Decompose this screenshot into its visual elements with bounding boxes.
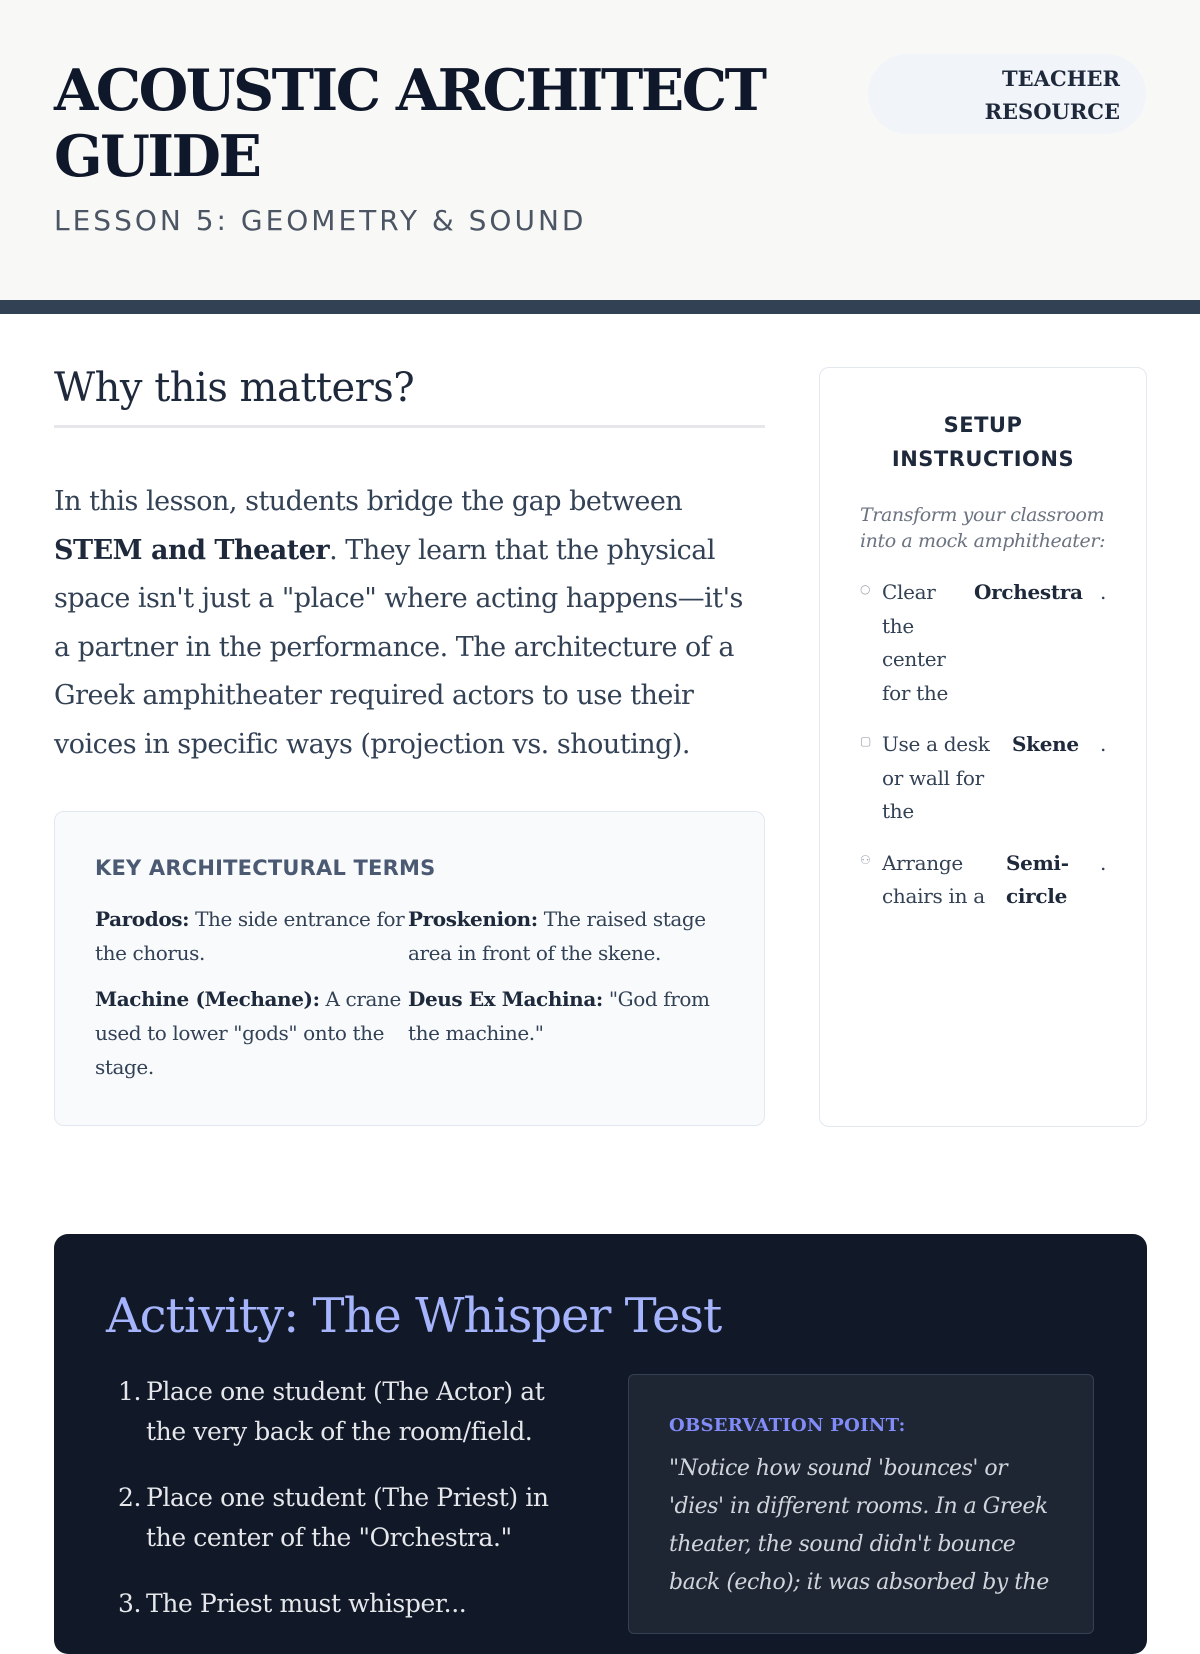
term-item (95, 902, 408, 970)
setup-step (860, 847, 1106, 914)
term-item (408, 902, 721, 970)
step-number: 3. (118, 1589, 142, 1618)
intro-text-end: . They learn that the physical space isn't just a "place" where acting happens—it's a partner in the performance. The architecture of a Greek amphitheater required actors to use their voices in specific ways (projection vs. shouting). (54, 534, 743, 760)
setup-step (860, 576, 1106, 710)
setup-step-key: Skene (1012, 732, 1079, 756)
step-number: 2. (118, 1483, 142, 1512)
setup-step-key: Orchestra (974, 580, 1083, 604)
activity-title: Activity: The Whisper Test (106, 1288, 722, 1344)
intro-paragraph (54, 478, 765, 769)
term-item (408, 982, 721, 1084)
key-terms-title: KEY ARCHITECTURAL TERMS (95, 856, 436, 880)
setup-step-end: . (1099, 580, 1106, 604)
why-heading: Why this matters? (54, 365, 765, 428)
step-text: Place one student (The Actor) at the very back of the room/field. (146, 1377, 545, 1446)
setup-step-text: Clear the center for the (882, 580, 949, 705)
term-name: Machine (Mechane): (95, 987, 320, 1011)
circle-icon: ○ (860, 582, 871, 596)
setup-step-key: Semi-circle (1006, 850, 1069, 908)
step-text: The Priest must whisper... (146, 1589, 467, 1618)
teacher-resource-badge: TEACHER RESOURCE (868, 54, 1146, 134)
page-title: ACOUSTIC ARCHITECT GUIDE (54, 57, 765, 190)
setup-step-end: . (1099, 732, 1106, 756)
activity-step (118, 1372, 588, 1452)
intro-emphasis: STEM and Theater (54, 534, 330, 566)
term-item (95, 982, 408, 1084)
term-definition: A crane used to lower "gods" onto the stage. (95, 987, 401, 1079)
observation-box (628, 1374, 1094, 1634)
observation-text: "Notice how sound 'bounces' or 'dies' in different rooms. In a Greek theater, the sound didn't bounce back (echo); it was absorbed by the (669, 1456, 1049, 1595)
key-terms-grid (95, 902, 724, 1084)
setup-card (819, 367, 1147, 1127)
lesson-subtitle: LESSON 5: GEOMETRY & SOUND (54, 204, 587, 237)
term-definition: "God from the machine." (408, 987, 710, 1045)
square-icon: ▢ (860, 734, 872, 748)
setup-step-text: Use a desk or wall for the (882, 732, 990, 823)
activity-step (118, 1584, 588, 1624)
observation-title: OBSERVATION POINT: (669, 1415, 906, 1436)
setup-step (860, 728, 1106, 829)
activity-step (118, 1478, 588, 1558)
term-definition: The raised stage area in front of the skene. (408, 907, 706, 965)
page-header (0, 0, 1200, 314)
setup-intro: Transform your classroom into a mock amphitheater: (860, 504, 1106, 552)
setup-title: SETUP INSTRUCTIONS (891, 413, 1075, 471)
users-icon: ⚇ (860, 852, 871, 867)
key-terms-box (54, 811, 765, 1126)
intro-text-start: In this lesson, students bridge the gap between (54, 486, 683, 517)
term-name: Deus Ex Machina: (408, 987, 603, 1011)
step-text: Place one student (The Priest) in the center of the "Orchestra." (146, 1483, 549, 1552)
setup-step-end: . (1099, 850, 1106, 875)
term-name: Proskenion: (408, 907, 538, 931)
activity-panel (54, 1234, 1147, 1654)
term-definition: The side entrance for the chorus. (95, 907, 405, 965)
activity-steps (118, 1372, 588, 1650)
term-name: Parodos: (95, 907, 190, 931)
setup-step-text: Arrange chairs in a (882, 850, 985, 908)
step-number: 1. (118, 1377, 142, 1406)
